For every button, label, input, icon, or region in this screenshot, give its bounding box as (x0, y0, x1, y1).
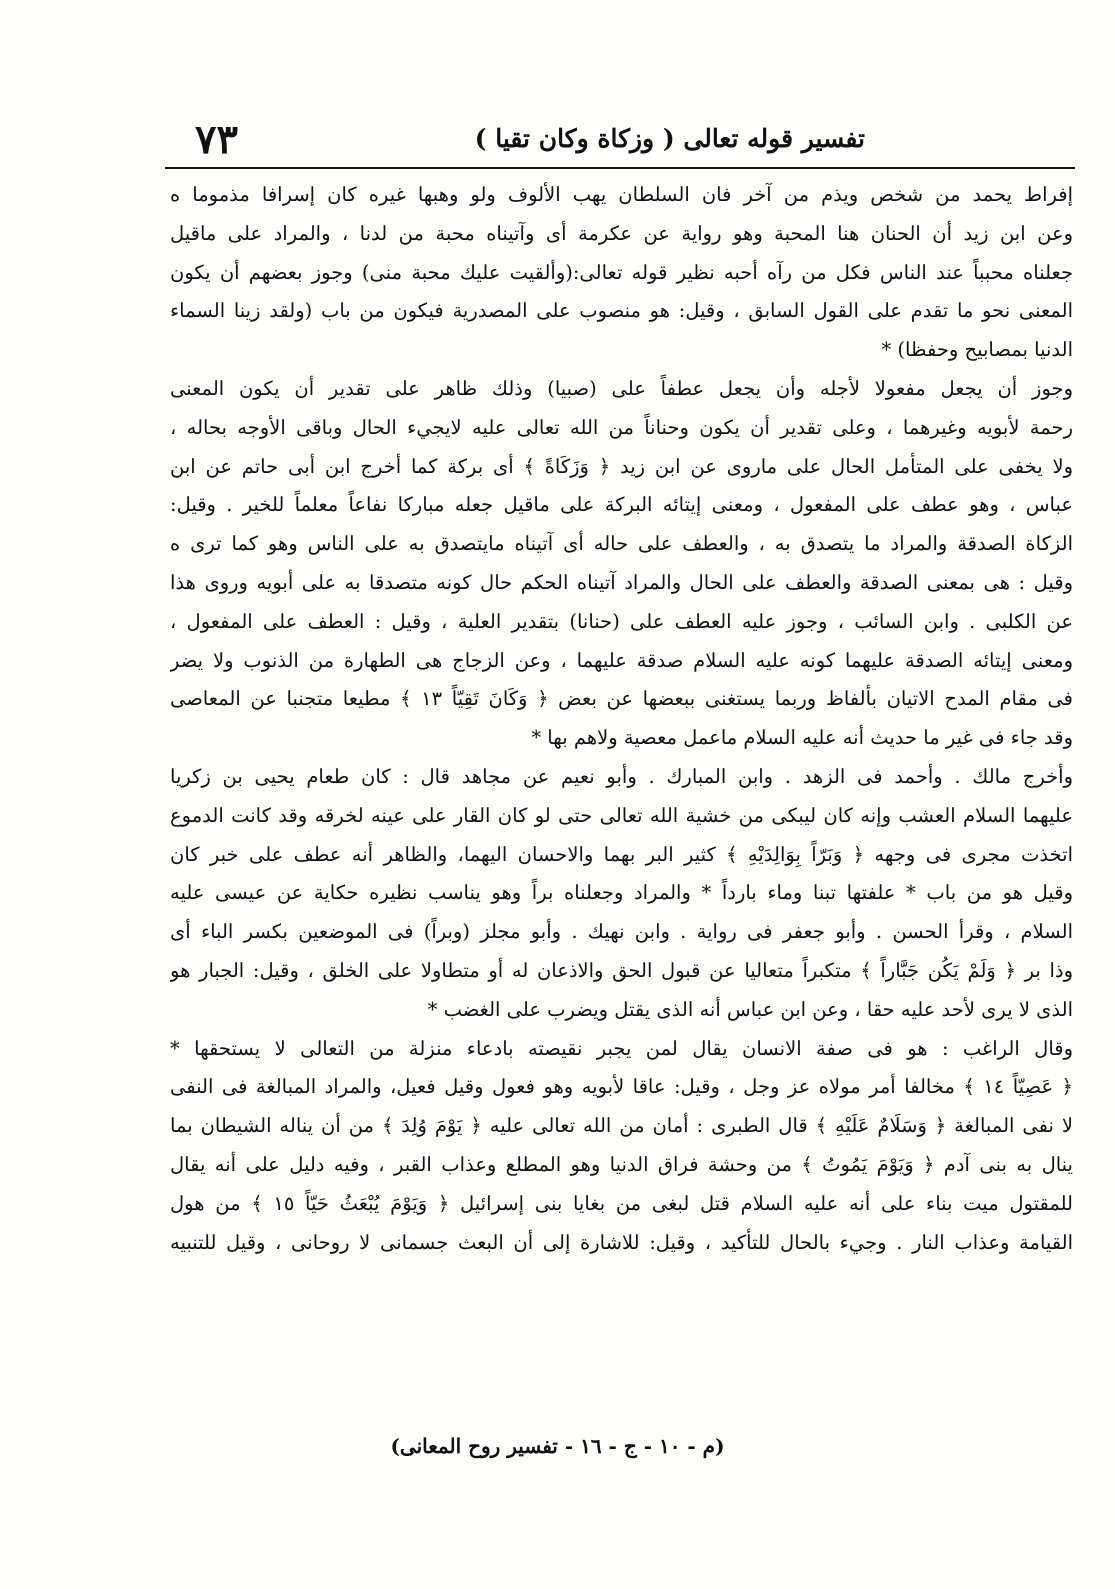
text-line: القيامة وعذاب النار . وجيء بالحال للتأكيد ، وقيل: للاشارة إلى أن البعث جسمانى لا روحانى ، وقيل للتنبيه (170, 1230, 1073, 1254)
text-line: وقال الراغب : هو فى صفة الانسان يقال لمن يجبر نقيصته بادعاء منزلة من التعالى لا يستحقها * (170, 1036, 1073, 1060)
page-header (165, 118, 1075, 166)
text-line: وأخرج مالك . وأحمد فى الزهد . وابن المبارك . وأبو نعيم عن مجاهد قال : كان طعام يحيى بن زكريا (170, 764, 1073, 788)
page-number: ٧٣ (195, 116, 238, 163)
text-line: وقيل هو من باب * علفتها تبنا وماء بارداً * والمراد وجعلناه براً وهو يناسب نظيره حكاية عن عيسى عليه (170, 881, 1073, 905)
text-line: عن الكلبى . وابن السائب ، وجوز عليه العطف على (حنانا) بتقدير العلية ، وقيل : العطف على المفعول ، (170, 609, 1073, 633)
text-line: وعن ابن زيد أن الحنان هنا المحبة وهو رواية عن عكرمة أى وآتيناه محبة من لدنا ، والمراد على ماقيل (170, 221, 1073, 245)
text-line: الزكاة الصدقة والمراد ما يتصدق به ، والعطف على حاله أى آتيناه مايتصدق به على الناس وهو كما ترى ه (170, 532, 1073, 556)
text-line: ينال به بنى آدم ﴿ وَيَوْمَ يَمُوتُ ﴾ من وحشة فراق الدنيا وهو المطلع وعذاب القبر ، وفيه دليل على أنه يقال (170, 1152, 1073, 1176)
running-title: تفسير قوله تعالى ( وزكاة وكان تقيا ) (474, 124, 865, 153)
text-line: وقيل : هى بمعنى الصدقة والعطف على الحال والمراد آتيناه الحكم حال كونه متصدقا به على أبويه وروى هذا (170, 570, 1073, 594)
text-line: السلام ، وقرأ الحسن . وأبو جعفر فى رواية . وابن نهيك . وأبو مجلز (وبراً) فى الموضعين بكسر الباء أى (170, 920, 1073, 944)
text-line: لا نفى المبالغة ﴿ وَسَلَامٌ عَلَيْهِ ﴾ قال الطبرى : أمان من الله تعالى عليه ﴿ يَوْمَ وُلِدَ ﴾ من أن يناله الشيطان بما (170, 1114, 1073, 1138)
text-line: جعلناه محبباً عند الناس فكل من رآه أحبه نظير قوله تعالى:(وألقيت عليك محبة منى) وجوز بعضهم أن يكون (170, 260, 1073, 284)
text-line: وجوز أن يجعل مفعولا لأجله وأن يجعل عطفاً على (صبيا) وذلك ظاهر على تقدير أن يكون المعنى (170, 376, 1073, 400)
text-line: ولا يخفى على المتأمل الحال على ماروى عن ابن زيد ﴿ وَزَكَاةً ﴾ أى بركة كما أخرج ابن أبى حاتم عن ابن (170, 454, 1073, 478)
text-line: عليهما السلام العشب وإنه كان ليبكى من خشية الله تعالى حتى لو كان القار على عينه لخرقه وقد كانت الدموع (170, 803, 1073, 827)
header-rule (165, 167, 1075, 169)
text-line: للمقتول ميت بناء على أنه عليه السلام قتل لبغى من بغايا بنى إسرائيل ﴿ وَيَوْمَ يُبْعَثُ حَيّاً ١٥ ﴾ من هول (170, 1191, 1073, 1215)
text-line: فى مقام المدح الاتيان بألفاظ وربما يستغنى ببعضها عن بعض ﴿ وَكَانَ تَقِيّاً ١٣ ﴾ مطيعا متجنبا عن المعاصى (170, 687, 1073, 711)
text-line: ﴿ عَصِيّاً ١٤ ﴾ مخالفا أمر مولاه عز وجل ، وقيل: عاقا لأبويه وهو فعول وقيل فعيل، والمراد المبالغة فى النفى (170, 1075, 1073, 1099)
printer-signature: (م - ١٠ - ج - ١٦ - تفسير روح المعانى) (390, 1434, 725, 1458)
text-line: الذى لا يرى لأحد عليه حقا ، وعن ابن عباس أنه الذى يقتل ويضرب على الغضب * (427, 997, 1073, 1021)
text-line: وقد جاء فى غير ما حديث أنه عليه السلام ماعمل معصية ولاهم بها * (531, 726, 1073, 750)
body-text (170, 176, 1073, 1262)
text-line: اتخذت مجرى فى وجهه ﴿ وَبَرّاً بِوَالِدَيْهِ ﴾ كثير البر بهما والاحسان اليهما، والظاهر أنه عطف على خبر كان (170, 842, 1073, 866)
text-line: عباس ، وهو عطف على المفعول ، ومعنى إيتائه البركة على ماقيل جعله مباركا نفاعاً معلماً للخير . وقيل: (170, 493, 1073, 517)
text-line: المعنى نحو ما تقدم على القول السابق ، وقيل: هو منصوب على المصدرية فيكون من باب (ولقد زينا السماء (170, 299, 1073, 323)
text-line: ومعنى إيتائه الصدقة عليهما كونه عليه السلام صدقة عليهما ، وعن الزجاج هى الطهارة من الذنوب ولا يضر (170, 648, 1073, 672)
text-line: رحمة لأبويه وغيرهما ، وعلى تقدير أن يكون وحناناً من الله تعالى عليه لايجيء الحال وباقى الأوجه بحاله ، (170, 415, 1073, 439)
text-line: الدنيا بمصابيح وحفظا) * (881, 338, 1073, 362)
text-line: وذا بر ﴿ وَلَمْ يَكُن جَبَّاراً ﴾ متكبراً متعاليا عن قبول الحق والاذعان له أو متطاولا على الخلق ، وقيل: الجبار هو (170, 958, 1073, 982)
text-line: إفراط يحمد من شخص ويذم من آخر فان السلطان يهب الألوف ولو وهبها غيره كان إسرافا مذموما ه (170, 183, 1073, 206)
